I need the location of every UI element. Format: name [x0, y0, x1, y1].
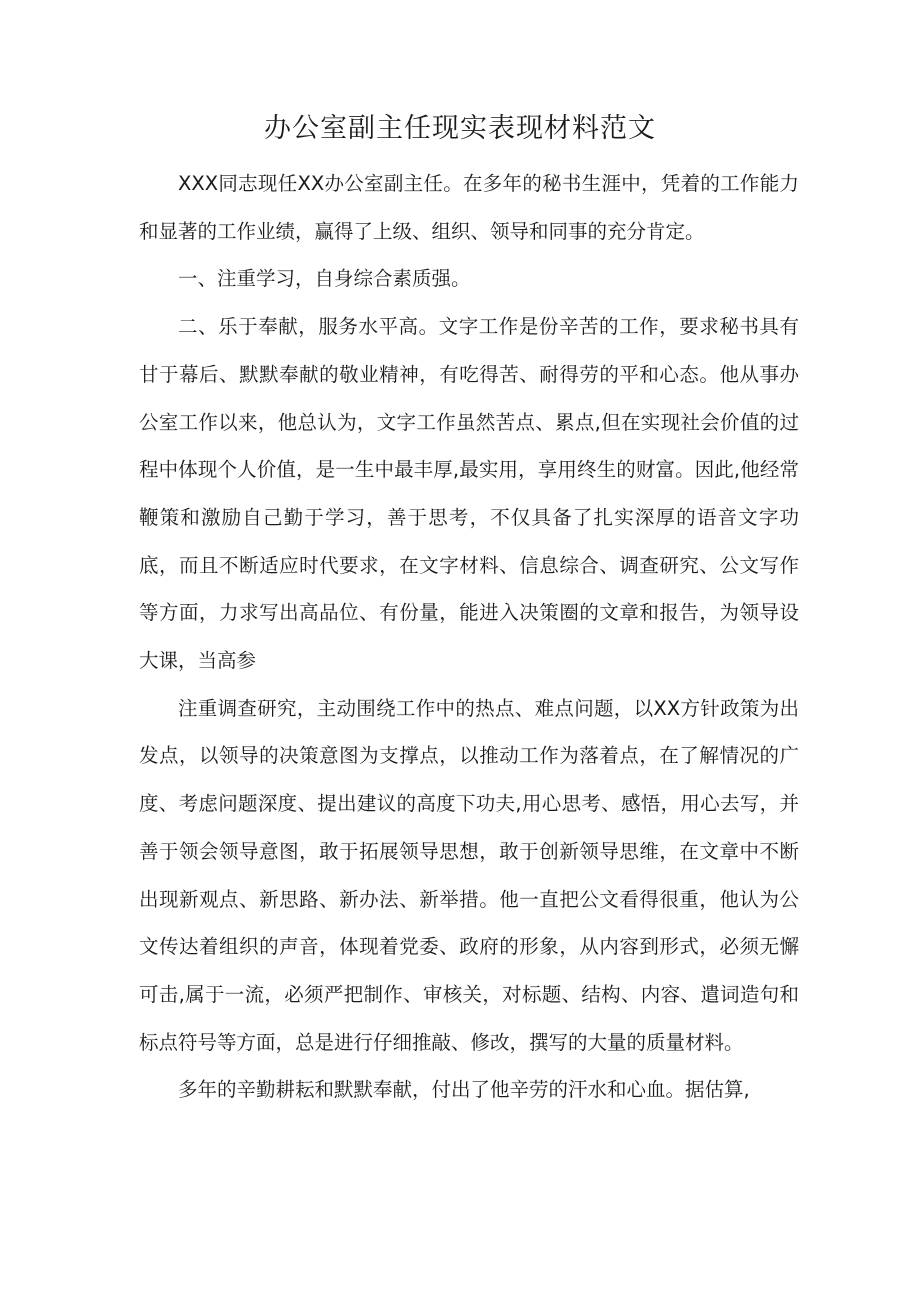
paragraph-section-1: 一、注重学习，自身综合素质强。	[178, 267, 471, 291]
paragraph-closing: 多年的辛勤耕耘和默默奉献，付出了他辛劳的汗水和心血。据估算,	[178, 1078, 750, 1102]
paragraph-section-2: 二、乐于奉献，服务水平高。文字工作是份辛苦的工作，要求秘书具有甘于幕后、默默奉献的敬业精神，有吃得苦、耐得劳的平和心态。他从事办公室工作以来，他总认为，文字工作虽然苦点、累点,但在实现社会价值的过程中体现个人价值，是一生中最丰厚,最实用，享用终生的财富。因此,他经常鞭策和激励自己勤于学习，善于思考，不仅具备了扎实深厚的语音文字功底，而且不断适应时代要求，在文字材料、信息综合、调查研究、公文写作等方面，力求写出高品位、有份量，能进入决策圈的文章和报告，为领导设大课，当高参	[139, 315, 799, 673]
paragraph-research: 注重调查研究，主动围绕工作中的热点、难点问题，以XX方针政策为出发点，以领导的决策意图为支撑点，以推动工作为落着点，在了解情况的广度、考虑问题深度、提出建议的高度下功夫,用心思考、感悟，用心去写，并善于领会领导意图，敢于拓展领导思想，敢于创新领导思维，在文章中不断出现新观点、新思路、新办法、新举措。他一直把公文看得很重，他认为公文传达着组织的声音，体现着党委、政府的形象，从内容到形式，必须无懈可击,属于一流，必须严把制作、审核关，对标题、结构、内容、遣词造句和标点符号等方面，总是进行仔细推敲、修改，撰写的大量的质量材料。	[139, 696, 799, 1054]
document-body	[139, 160, 799, 1114]
document-title: 办公室副主任现实表现材料范文	[264, 113, 656, 144]
paragraph-intro: XXX同志现任XX办公室副主任。在多年的秘书生涯中，凭着的工作能力和显著的工作业绩，赢得了上级、组织、领导和同事的充分肯定。	[139, 172, 799, 243]
